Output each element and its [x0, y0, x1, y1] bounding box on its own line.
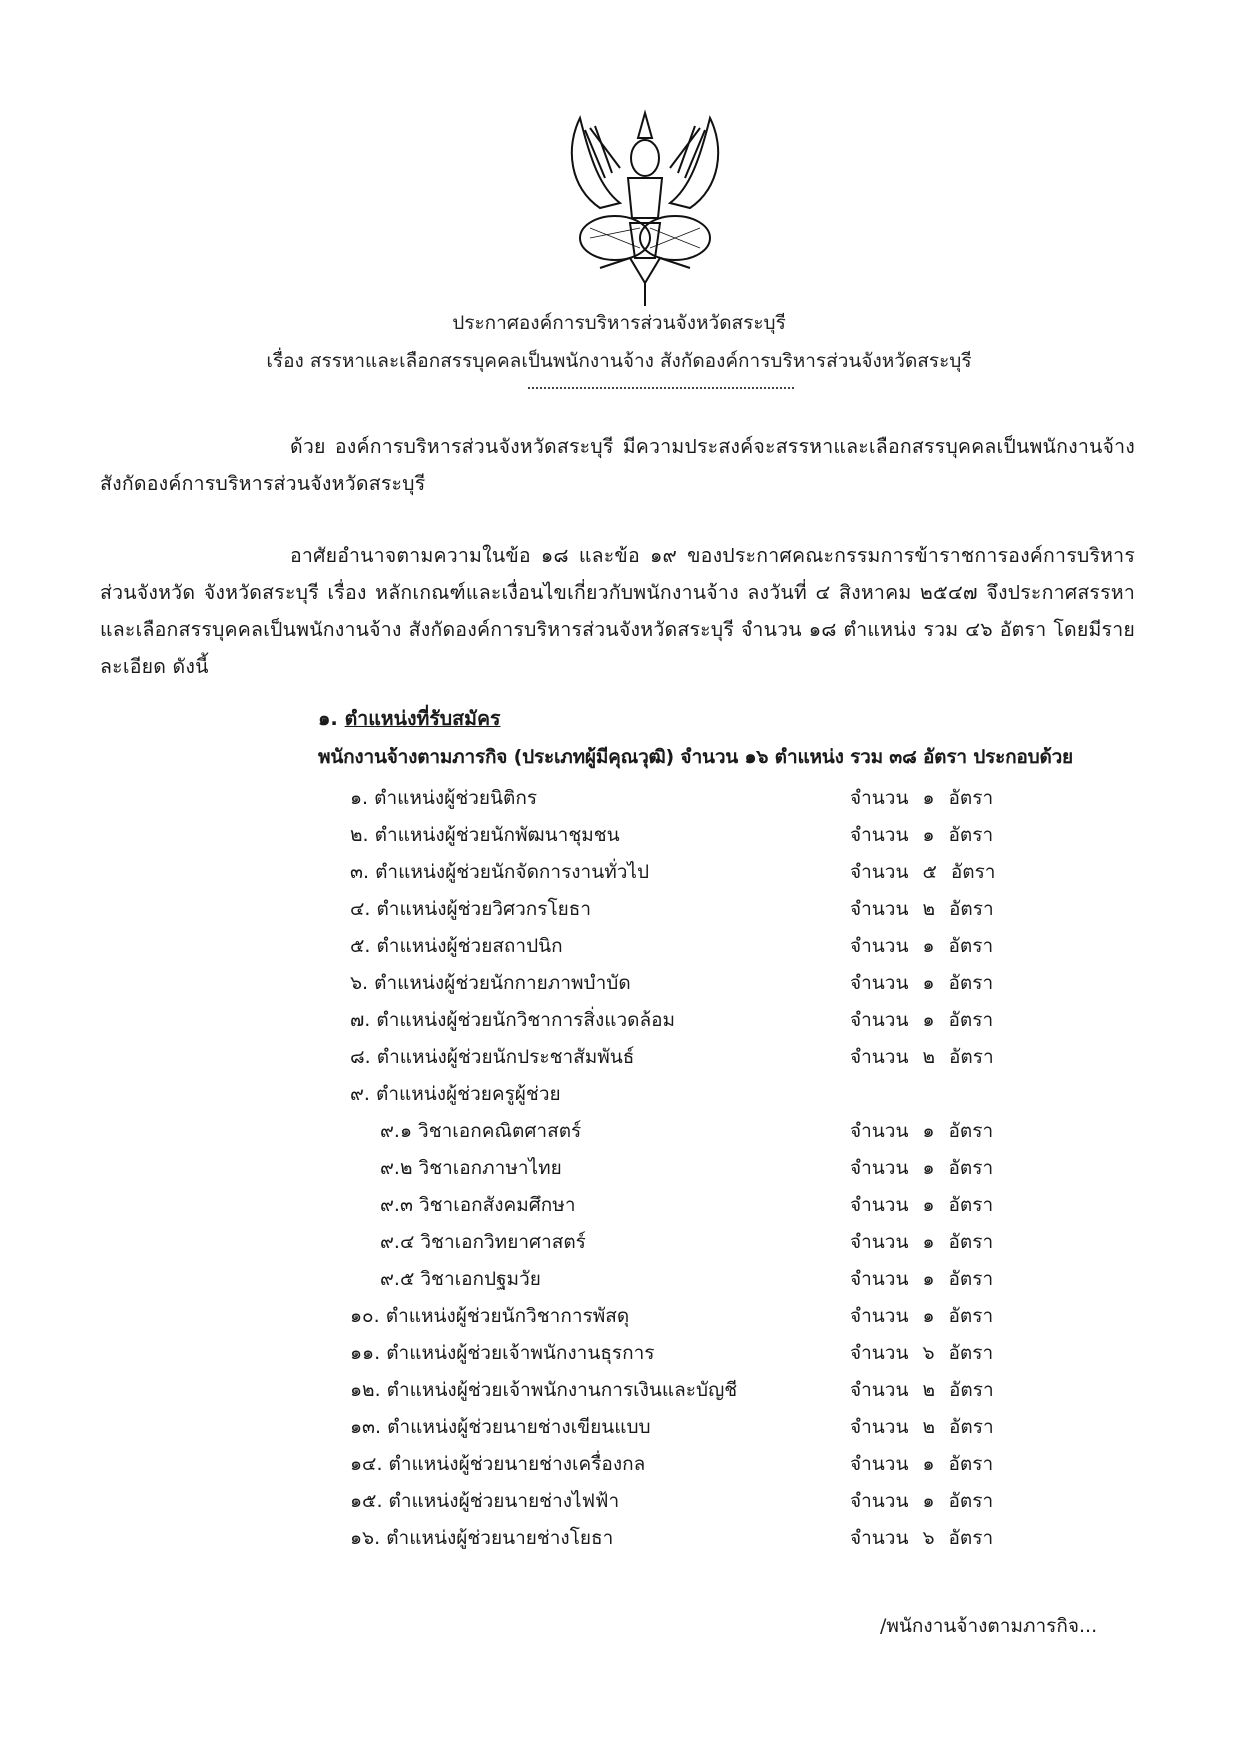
position-count [850, 817, 1007, 854]
position-row [350, 891, 1050, 928]
position-label: ๑. ตำแหน่งผู้ช่วยนิติกร [350, 787, 538, 809]
position-label: ๙.๕ วิชาเอกปฐมวัย [380, 1268, 541, 1290]
position-count [850, 1298, 1007, 1335]
unit-word: อัตรา [948, 1342, 994, 1364]
position-label: ๑๕. ตำแหน่งผู้ช่วยนายช่างไฟฟ้า [350, 1490, 620, 1512]
position-count [850, 1446, 1007, 1483]
position-label: ๘. ตำแหน่งผู้ช่วยนักประชาสัมพันธ์ [350, 1046, 635, 1068]
unit-word: อัตรา [948, 1305, 994, 1327]
position-count [850, 780, 1007, 817]
section-title: ตำแหน่งที่รับสมัคร [344, 707, 501, 730]
position-count [850, 1372, 1008, 1409]
count-value: ๒ [922, 898, 935, 920]
separator-line [528, 387, 794, 389]
position-label: ๙.๓ วิชาเอกสังคมศึกษา [380, 1194, 576, 1216]
garuda-emblem-icon [560, 108, 730, 308]
count-value: ๑ [922, 1009, 935, 1031]
count-value: ๑ [922, 1157, 935, 1179]
position-count [850, 1335, 1007, 1372]
position-label: ๑๐. ตำแหน่งผู้ช่วยนักวิชาการพัสดุ [350, 1305, 630, 1327]
count-value: ๑ [922, 787, 935, 809]
unit-word: อัตรา [948, 1527, 994, 1549]
position-row [350, 1335, 1050, 1372]
position-count [850, 1483, 1007, 1520]
count-value: ๑ [922, 1490, 935, 1512]
section-heading [318, 703, 500, 734]
unit-word: อัตรา [948, 1453, 994, 1475]
count-value: ๑ [922, 1268, 935, 1290]
position-row [350, 1076, 1050, 1113]
position-row [350, 1446, 1050, 1483]
count-word: จำนวน [850, 972, 909, 994]
count-word: จำนวน [850, 1009, 909, 1031]
position-label: ๑๑. ตำแหน่งผู้ช่วยเจ้าพนักงานธุรการ [350, 1342, 655, 1364]
count-word: จำนวน [850, 1046, 909, 1068]
count-value: ๑ [922, 1453, 935, 1475]
unit-word: อัตรา [948, 1379, 994, 1401]
position-label: ๗. ตำแหน่งผู้ช่วยนักวิชาการสิ่งแวดล้อม [350, 1009, 676, 1031]
unit-word: อัตรา [948, 1046, 994, 1068]
position-label: ๒. ตำแหน่งผู้ช่วยนักพัฒนาชุมชน [350, 824, 620, 846]
intro-paragraph [100, 428, 1135, 502]
position-row [350, 1483, 1050, 1520]
position-count [850, 1520, 1007, 1557]
position-row [350, 1520, 1050, 1557]
position-row [350, 1113, 1050, 1150]
position-row [350, 1261, 1050, 1298]
unit-word: อัตรา [948, 935, 994, 957]
unit-word: อัตรา [948, 1268, 994, 1290]
unit-word: อัตรา [948, 1490, 994, 1512]
count-word: จำนวน [850, 1120, 909, 1142]
count-value: ๑ [922, 972, 935, 994]
section-number: ๑. [318, 707, 338, 730]
position-row [350, 1002, 1050, 1039]
unit-word: อัตรา [948, 1194, 994, 1216]
position-label: ๓. ตำแหน่งผู้ช่วยนักจัดการงานทั่วไป [350, 861, 650, 883]
position-list [350, 780, 1050, 1557]
position-count [850, 1039, 1008, 1076]
unit-word: อัตรา [948, 1009, 994, 1031]
count-value: ๒ [922, 1416, 935, 1438]
count-value: ๑ [922, 1305, 935, 1327]
count-value: ๒ [922, 1046, 935, 1068]
unit-word: อัตรา [948, 1157, 994, 1179]
count-value: ๖ [922, 1342, 935, 1364]
position-row [350, 780, 1050, 817]
count-word: จำนวน [850, 898, 909, 920]
authority-paragraph [100, 537, 1135, 685]
position-count [850, 1187, 1007, 1224]
position-row [350, 1298, 1050, 1335]
unit-word: อัตรา [948, 972, 994, 994]
count-value: ๑ [922, 935, 935, 957]
position-count [850, 1409, 1008, 1446]
position-label: ๙.๑ วิชาเอกคณิตศาสตร์ [380, 1120, 582, 1142]
position-row [350, 965, 1050, 1002]
position-count [850, 928, 1007, 965]
unit-word: อัตรา [948, 898, 994, 920]
position-label: ๖. ตำแหน่งผู้ช่วยนักกายภาพบำบัด [350, 972, 631, 994]
continuation-note: /พนักงานจ้างตามภารกิจ... [880, 1615, 1098, 1637]
count-word: จำนวน [850, 935, 909, 957]
position-label: ๙.๒ วิชาเอกภาษาไทย [380, 1157, 562, 1179]
position-row [350, 1409, 1050, 1446]
count-word: จำนวน [850, 1490, 909, 1512]
count-word: จำนวน [850, 787, 909, 809]
count-value: ๑ [922, 1194, 935, 1216]
count-value: ๖ [922, 1527, 935, 1549]
count-word: จำนวน [850, 1194, 909, 1216]
unit-word: อัตรา [948, 824, 994, 846]
count-word: จำนวน [850, 1268, 909, 1290]
position-row [350, 1372, 1050, 1409]
position-label: ๑๒. ตำแหน่งผู้ช่วยเจ้าพนักงานการเงินและบัญชี [350, 1379, 738, 1401]
position-count [850, 1224, 1007, 1261]
position-row [350, 928, 1050, 965]
position-label: ๑๔. ตำแหน่งผู้ช่วยนายช่างเครื่องกล [350, 1453, 646, 1475]
position-row [350, 817, 1050, 854]
announcement-title: ประกาศองค์การบริหารส่วนจังหวัดสระบุรี [452, 312, 786, 334]
position-row [350, 1039, 1050, 1076]
position-count [850, 1002, 1007, 1039]
count-value: ๒ [922, 1379, 935, 1401]
count-word: จำนวน [850, 1231, 909, 1253]
count-word: จำนวน [850, 1379, 909, 1401]
unit-word: อัตรา [948, 787, 994, 809]
position-row [350, 1187, 1050, 1224]
authority-paragraph-text: อาศัยอำนาจตามความในข้อ ๑๘ และข้อ ๑๙ ของประกาศคณะกรรมการข้าราชการองค์การบริหารส่วนจังหวัด จังหวัดสระบุรี เรื่อง หลักเกณฑ์และเงื่อนไขเกี่ยวกับพนักงานจ้าง ลงวันที่ ๔ สิงหาคม ๒๕๔๗ จึงประกาศสรรหาและเลือกสรรบุคคลเป็นพนักงานจ้าง สังกัดองค์การบริหารส่วนจังหวัดสระบุรี จำนวน ๑๘ ตำแหน่ง รวม ๔๖ อัตรา โดยมีรายละเอียด ดังนี้ [100, 544, 1135, 678]
section-subheading: พนักงานจ้างตามภารกิจ (ประเภทผู้มีคุณวุฒิ) จำนวน ๑๖ ตำแหน่ง รวม ๓๘ อัตรา ประกอบด้วย [318, 746, 1073, 768]
intro-paragraph-text: ด้วย องค์การบริหารส่วนจังหวัดสระบุรี มีความประสงค์จะสรรหาและเลือกสรรบุคคลเป็นพนักงานจ้าง สังกัดองค์การบริหารส่วนจังหวัดสระบุรี [100, 435, 1135, 495]
unit-word: อัตรา [948, 1416, 994, 1438]
position-count [850, 965, 1007, 1002]
announcement-subject: เรื่อง สรรหาและเลือกสรรบุคคลเป็นพนักงานจ้าง สังกัดองค์การบริหารส่วนจังหวัดสระบุรี [266, 350, 972, 372]
position-count [850, 1150, 1007, 1187]
count-value: ๑ [922, 824, 935, 846]
position-label: ๙.๔ วิชาเอกวิทยาศาสตร์ [380, 1231, 586, 1253]
position-label: ๕. ตำแหน่งผู้ช่วยสถาปนิก [350, 935, 563, 957]
count-word: จำนวน [850, 1453, 909, 1475]
count-word: จำนวน [850, 1527, 909, 1549]
unit-word: อัตรา [948, 1231, 994, 1253]
count-word: จำนวน [850, 1416, 909, 1438]
count-word: จำนวน [850, 1305, 909, 1327]
position-label: ๔. ตำแหน่งผู้ช่วยวิศวกรโยธา [350, 898, 592, 920]
unit-word: อัตรา [948, 1120, 994, 1142]
position-count [850, 1261, 1007, 1298]
position-label: ๑๓. ตำแหน่งผู้ช่วยนายช่างเขียนแบบ [350, 1416, 651, 1438]
position-count [850, 1113, 1007, 1150]
count-word: จำนวน [850, 824, 909, 846]
position-label: ๙. ตำแหน่งผู้ช่วยครูผู้ช่วย [350, 1083, 561, 1105]
position-label: ๑๖. ตำแหน่งผู้ช่วยนายช่างโยธา [350, 1527, 614, 1549]
count-word: จำนวน [850, 1157, 909, 1179]
position-row [350, 1224, 1050, 1261]
count-word: จำนวน [850, 1342, 909, 1364]
count-value: ๑ [922, 1120, 935, 1142]
count-value: ๑ [922, 1231, 935, 1253]
position-count [850, 891, 1008, 928]
count-word: จำนวน [850, 861, 909, 883]
position-row [350, 854, 1050, 891]
position-count [850, 854, 1009, 891]
unit-word: อัตรา [950, 861, 996, 883]
count-value: ๕ [922, 861, 937, 883]
position-row [350, 1150, 1050, 1187]
